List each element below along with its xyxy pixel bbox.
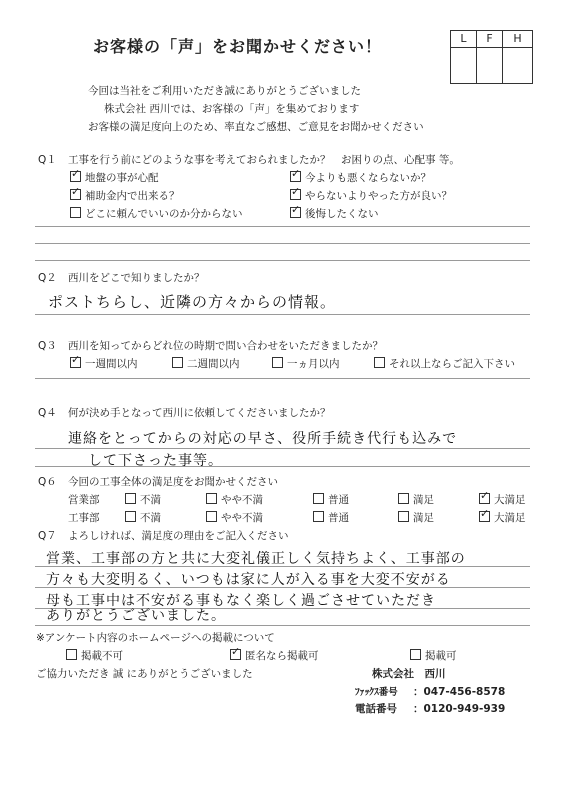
q6-label: Q６ [38, 476, 57, 488]
q4-label: Q４ [38, 407, 57, 419]
writing-line [35, 625, 530, 626]
writing-line [35, 243, 530, 244]
writing-line [35, 566, 530, 567]
publish-option[interactable]: 掲載可 [410, 648, 457, 663]
q6-rating-option[interactable]: ✓ 大満足 [479, 510, 526, 525]
q1-option[interactable]: どこに頼んでいいのか分からない [70, 206, 243, 221]
writing-line [35, 587, 530, 588]
writing-line [35, 226, 530, 227]
q7-handwritten-answer-line: ありがとうございました。 [46, 608, 226, 624]
checkbox-checked-icon[interactable] [290, 171, 301, 182]
q4-handwritten-answer-line: して下さった事等。 [88, 453, 223, 469]
checkbox-checked-icon[interactable] [479, 493, 490, 504]
q6-rating-option[interactable]: やや不満 [206, 492, 263, 507]
publish-heading: ※アンケート内容のホームページへの掲載について [36, 632, 275, 644]
q4-handwritten-answer-line: 連絡をとってからの対応の早さ、役所手続き代行も込みで [68, 431, 458, 447]
q2-handwritten-answer: ポストちらし、近隣の方々からの情報。 [48, 293, 337, 311]
checkbox-icon[interactable] [125, 511, 136, 522]
q3-option[interactable]: 一ヵ月以内 [272, 356, 340, 371]
fax-label: ﾌｧｯｸｽ番号 [355, 687, 398, 698]
q1-label: Q１ [38, 154, 57, 166]
q7-handwritten-answer-line: 母も工事中は不安がる事もなく楽しく過ごさせていただき [46, 593, 436, 609]
lfh-label: L [451, 31, 476, 48]
lfh-label: F [477, 31, 502, 48]
q6-rating-option[interactable]: 不満 [125, 510, 161, 525]
writing-line [35, 260, 530, 261]
checkbox-icon[interactable] [374, 357, 385, 368]
checkbox-checked-icon[interactable] [230, 649, 241, 660]
intro-line: 今回は当社をご利用いただき誠にありがとうございました [88, 85, 361, 97]
lfh-cell-h [503, 31, 532, 83]
q7-handwritten-answer-line: 方々も大変明るく、いつもは家に人が入る事を大変不安がる [46, 572, 451, 588]
checkbox-icon[interactable] [313, 511, 324, 522]
writing-line [35, 378, 530, 379]
q1-option[interactable]: ✓地盤の事が心配 [70, 170, 159, 185]
q2-label: Q２ [38, 272, 57, 284]
fax-number: ：047-456-8578 [413, 686, 506, 698]
q6-rating-option[interactable]: 満足 [398, 510, 434, 525]
survey-title: お客様の「声」をお聞かせください！ [93, 37, 383, 56]
thanks-message: ご協力いただき 誠 にありがとうございました [36, 668, 253, 680]
q7-question: よろしければ、満足度の理由をご記入ください [68, 530, 289, 542]
checkbox-icon[interactable] [70, 207, 81, 218]
checkbox-checked-icon[interactable] [290, 189, 301, 200]
q1-question: 工事を行う前にどのような事を考えておられましたか？ お困りの点、心配事 等。 [68, 154, 460, 166]
checkbox-icon[interactable] [398, 493, 409, 504]
checkbox-checked-icon[interactable] [70, 189, 81, 200]
q1-option[interactable]: ✓ 後悔したくない [290, 206, 379, 221]
checkbox-checked-icon[interactable] [290, 207, 301, 218]
checkbox-icon[interactable] [125, 493, 136, 504]
q2-question: 西川をどこで知りましたか？ [68, 272, 205, 284]
publish-option[interactable]: 掲載不可 [66, 648, 123, 663]
intro-line: 株式会社 西川では、お客様の「声」を集めております [104, 103, 360, 115]
q1-option[interactable]: ✓ 今よりも悪くならないか？ [290, 170, 431, 185]
tel-label: 電話番号 [355, 703, 397, 715]
checkbox-icon[interactable] [313, 493, 324, 504]
q3-question: 西川を知ってからどれ位の時期で問い合わせをいただきましたか？ [68, 340, 383, 352]
q6-rating-option[interactable]: ✓ 大満足 [479, 492, 526, 507]
checkbox-icon[interactable] [272, 357, 283, 368]
checkbox-icon[interactable] [410, 649, 421, 660]
checkbox-icon[interactable] [206, 511, 217, 522]
q6-rating-option[interactable]: やや不満 [206, 510, 263, 525]
checkbox-icon[interactable] [66, 649, 77, 660]
q7-handwritten-answer-line: 営業、工事部の方と共に大変礼儀正しく気持ちよく、工事部の [46, 551, 466, 567]
lfh-cell-f [477, 31, 503, 83]
checkbox-icon[interactable] [398, 511, 409, 522]
q6-rating-option[interactable]: 普通 [313, 510, 349, 525]
q3-option[interactable]: それ以上ならご記入下さい [374, 356, 515, 371]
q1-option[interactable]: ✓ やらないよりやった方が良い？ [290, 188, 452, 203]
writing-line [35, 466, 530, 467]
q6-rating-option[interactable]: 満足 [398, 492, 434, 507]
q4-question: 何が決め手となって西川に依頼してくださいましたか？ [68, 407, 331, 419]
lfh-stamp-box [450, 30, 533, 84]
q6-question: 今回の工事全体の満足度をお聞かせください [68, 476, 278, 488]
checkbox-checked-icon[interactable] [70, 357, 81, 368]
checkbox-icon[interactable] [172, 357, 183, 368]
lfh-cell-l [451, 31, 477, 83]
tel-number: ：0120-949-939 [413, 703, 506, 715]
q6-rating-option[interactable]: 普通 [313, 492, 349, 507]
checkbox-checked-icon[interactable] [70, 171, 81, 182]
q1-option[interactable]: ✓補助金内で出来る？ [70, 188, 180, 203]
checkbox-icon[interactable] [206, 493, 217, 504]
checkbox-checked-icon[interactable] [479, 511, 490, 522]
q7-label: Q７ [38, 530, 57, 542]
q6-dept-sales: 営業部 [68, 494, 100, 506]
q3-option[interactable]: 二週間以内 [172, 356, 240, 371]
company-name: 株式会社 西川 [372, 668, 446, 680]
lfh-label: H [503, 31, 532, 48]
writing-line [35, 448, 530, 449]
q6-rating-option[interactable]: 不満 [125, 492, 161, 507]
publish-option[interactable]: ✓ 匿名なら掲載可 [230, 648, 319, 663]
writing-line [35, 314, 530, 315]
q3-option[interactable]: ✓一週間以内 [70, 356, 138, 371]
q6-dept-construction: 工事部 [68, 512, 100, 524]
q3-label: Q３ [38, 340, 57, 352]
intro-line: お客様の満足度向上のため、率直なご感想、ご意見をお聞かせください [88, 121, 424, 133]
